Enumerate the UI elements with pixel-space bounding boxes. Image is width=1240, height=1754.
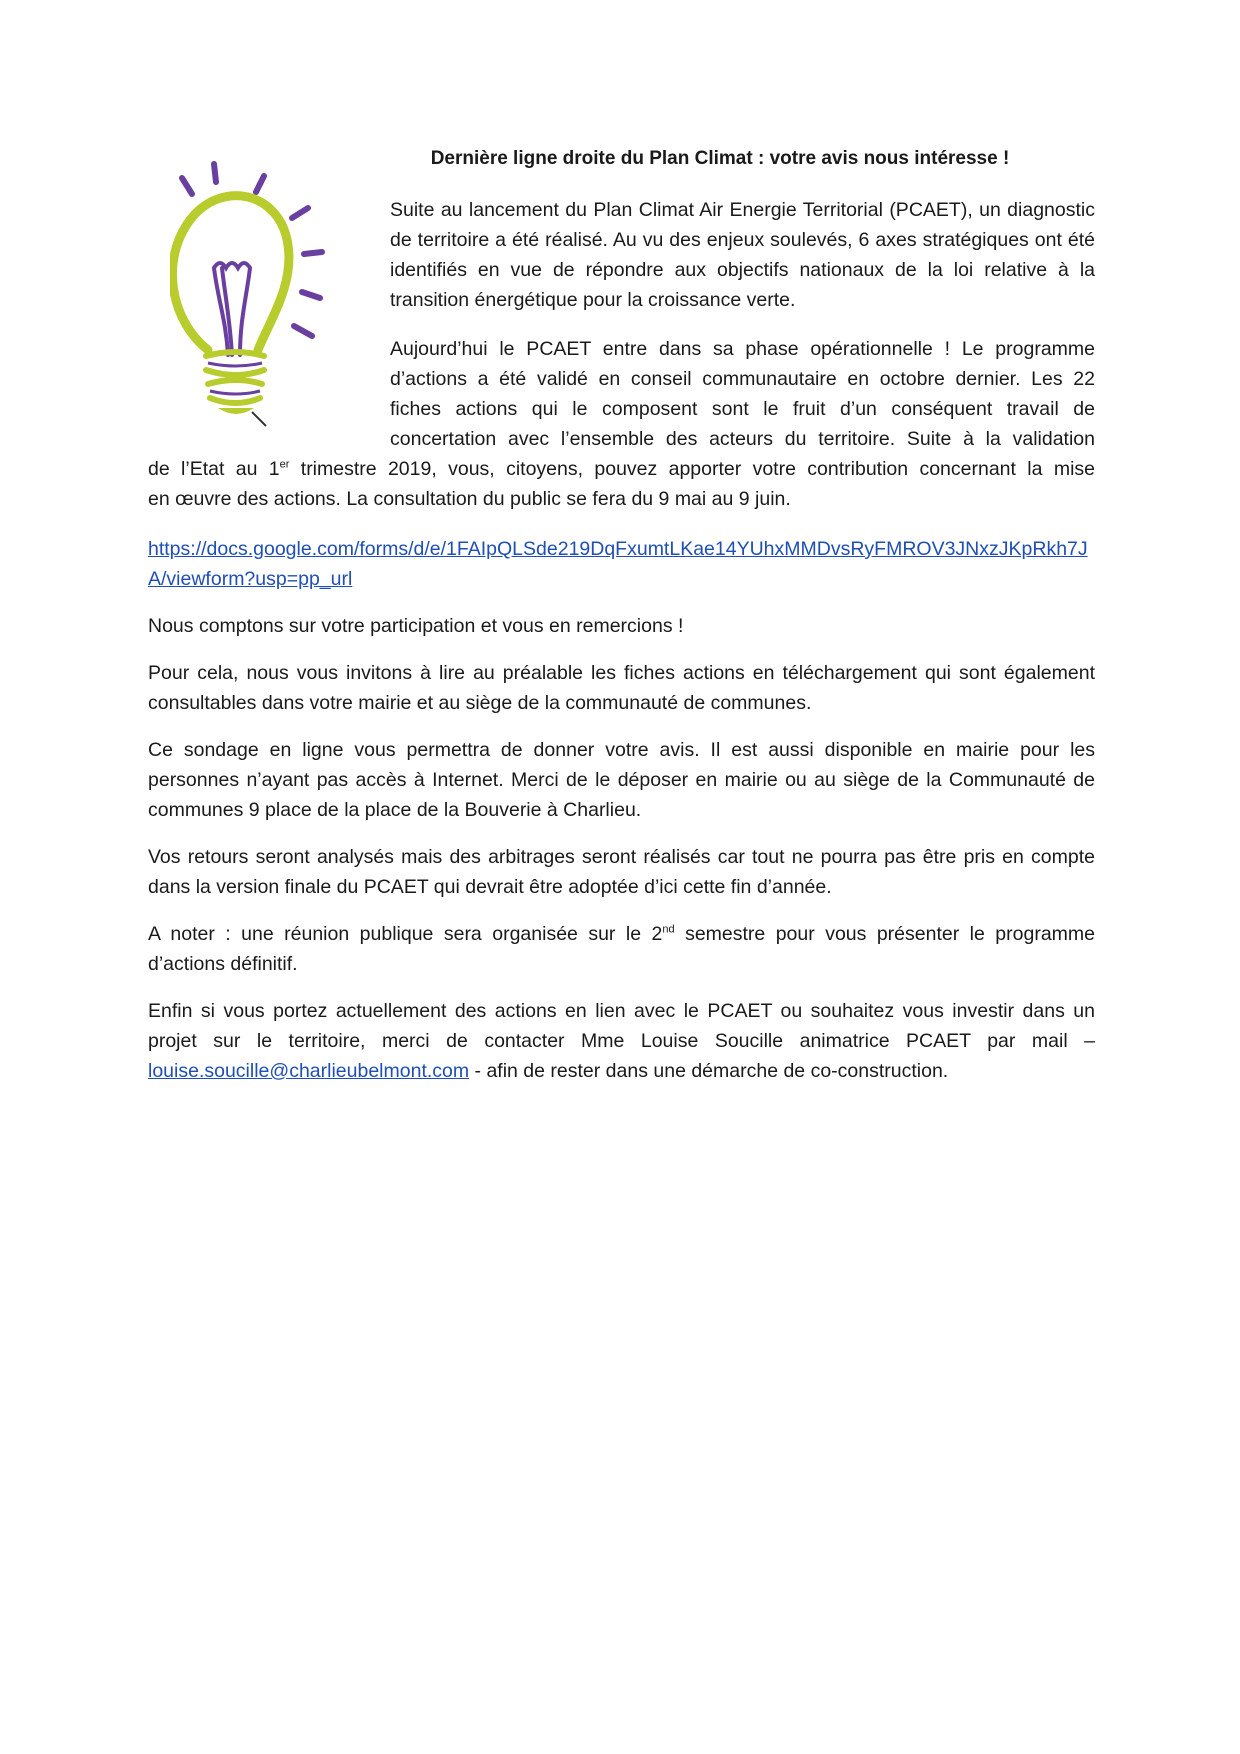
contact-text: - afin de rester dans une démarche de co-construction. bbox=[469, 1060, 949, 1082]
phase-line bbox=[148, 454, 1095, 484]
contact-paragraph bbox=[148, 996, 1095, 1086]
phase-paragraph bbox=[148, 334, 1095, 514]
contact-email-link[interactable]: louise.soucille@charlieubelmont.com bbox=[148, 1060, 470, 1082]
intro-paragraph: Suite au lancement du Plan Climat Air Energie Territorial (PCAET), un diagnostic de territoire a été réalisé. Au vu des enjeux soulevés, 6 axes stratégiques ont été identifiés en vue de répondre aux objectifs nationaux de la loi relative à la transition énergétique pour la croissance verte. bbox=[390, 199, 1095, 311]
phase-line: Aujourd’hui le PCAET entre dans sa phase opérationnelle ! Le programme bbox=[390, 338, 1095, 360]
contact-text: Enfin si vous portez actuellement des actions en lien avec le PCAET ou souhaitez vous investir dans un projet sur le territoire, merci de contacter Mme Louise Soucille animatrice PCAET par mail – bbox=[148, 1000, 1095, 1052]
ordinal-suffix: er bbox=[279, 458, 290, 471]
phase-line: concertation avec l’ensemble des acteurs du territoire. Suite à la validation bbox=[390, 428, 1095, 450]
form-link-paragraph bbox=[148, 534, 1095, 594]
ordinal-suffix: nd bbox=[662, 923, 675, 936]
meeting-text: semestre pour vous présenter le programme d’actions définitif. bbox=[148, 923, 1096, 975]
survey-paragraph: Ce sondage en ligne vous permettra de donner votre avis. Il est aussi disponible en mairie pour les personnes n’ayant pas accès à Internet. Merci de le déposer en mairie ou au siège de la Communauté de communes 9 place de la place de la Bouverie à Charlieu. bbox=[148, 739, 1095, 821]
phase-text: trimestre 2019, vous, citoyens, pouvez apporter votre contribution concernant la mise bbox=[289, 458, 1095, 480]
feedback-paragraph: Vos retours seront analysés mais des arbitrages seront réalisés car tout ne pourra pas être pris en compte dans la version finale du PCAET qui devrait être adoptée d’ici cette fin d’année. bbox=[148, 846, 1095, 898]
document-title: Dernière ligne droite du Plan Climat : votre avis nous intéresse ! bbox=[430, 148, 1010, 169]
meeting-paragraph bbox=[148, 919, 1095, 979]
main-content bbox=[148, 534, 1095, 1103]
phase-text: de l’Etat au 1 bbox=[148, 458, 280, 480]
phase-line: en œuvre des actions. La consultation du public se fera du 9 mai au 9 juin. bbox=[148, 488, 791, 510]
phase-line: fiches actions qui le composent sont le fruit d’un conséquent travail de bbox=[390, 398, 1095, 420]
survey-form-link[interactable]: https://docs.google.com/forms/d/e/1FAIpQLSde219DqFxumtLKae14YUhxMMDvsRyFMROV3JNxzJKpRkh7JA/viewform?usp=pp_url bbox=[148, 538, 1088, 590]
thanks-paragraph: Nous comptons sur votre participation et vous en remercions ! bbox=[148, 615, 684, 637]
reading-paragraph: Pour cela, nous vous invitons à lire au préalable les fiches actions en téléchargement qui sont également consultables dans votre mairie et au siège de la communauté de communes. bbox=[148, 662, 1095, 714]
phase-line: d’actions a été validé en conseil communautaire en octobre dernier. Les 22 bbox=[390, 368, 1095, 390]
meeting-text: A noter : une réunion publique sera organisée sur le 2 bbox=[148, 923, 663, 945]
